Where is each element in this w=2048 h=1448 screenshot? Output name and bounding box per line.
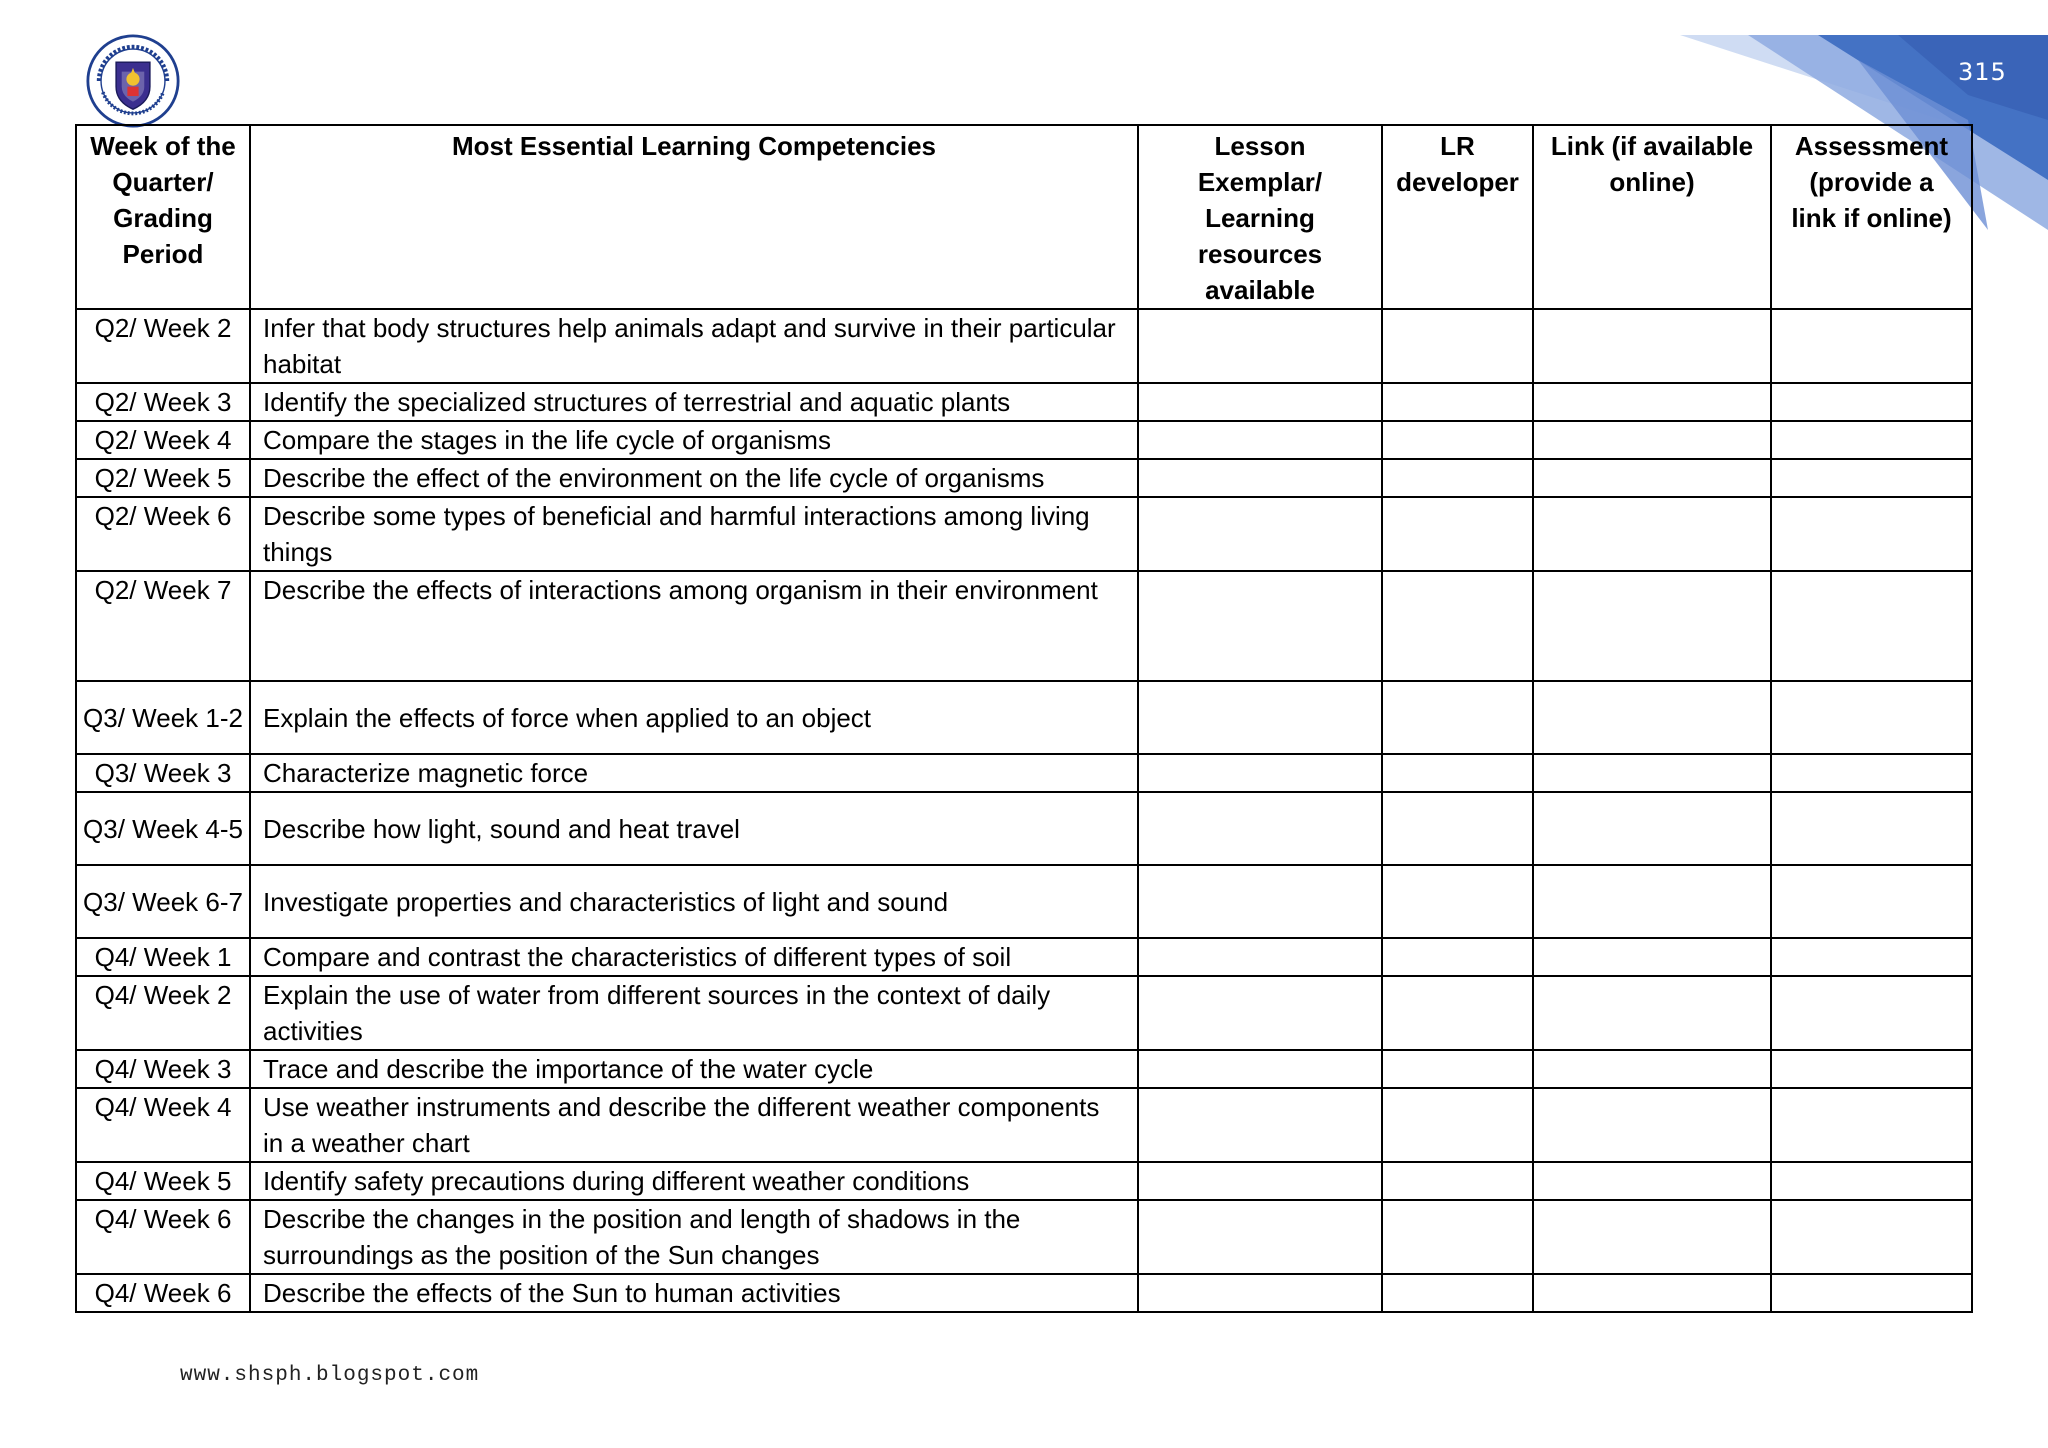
table-row: [76, 681, 1972, 754]
empty-cell: [1771, 497, 1972, 571]
empty-cell: [1771, 1050, 1972, 1088]
table-row: [76, 421, 1972, 459]
empty-cell: [1382, 1050, 1533, 1088]
header-week: Week of the Quarter/ Grading Period: [76, 125, 250, 309]
empty-cell: [1382, 309, 1533, 383]
competency-cell: Use weather instruments and describe the different weather components in a weather chart: [250, 1088, 1138, 1162]
empty-cell: [1771, 1162, 1972, 1200]
empty-cell: [1771, 1274, 1972, 1312]
empty-cell: [1533, 571, 1771, 681]
empty-cell: [1771, 754, 1972, 792]
header-assessment: Assessment (provide a link if online): [1771, 125, 1972, 309]
empty-cell: [1533, 383, 1771, 421]
week-cell: Q2/ Week 4: [76, 421, 250, 459]
empty-cell: [1382, 421, 1533, 459]
empty-cell: [1533, 421, 1771, 459]
empty-cell: [1771, 571, 1972, 681]
table-row: [76, 792, 1972, 865]
empty-cell: [1382, 571, 1533, 681]
competency-cell: Compare and contrast the characteristics of different types of soil: [250, 938, 1138, 976]
empty-cell: [1771, 938, 1972, 976]
empty-cell: [1382, 1200, 1533, 1274]
page-number: 315: [1958, 58, 2007, 86]
competency-cell: Explain the effects of force when applied to an object: [250, 681, 1138, 754]
table-row: [76, 571, 1972, 681]
empty-cell: [1138, 383, 1382, 421]
table-row: [76, 497, 1972, 571]
empty-cell: [1382, 938, 1533, 976]
empty-cell: [1382, 1162, 1533, 1200]
table-row: [76, 1050, 1972, 1088]
competency-cell: Infer that body structures help animals adapt and survive in their particular habitat: [250, 309, 1138, 383]
empty-cell: [1138, 976, 1382, 1050]
empty-cell: [1771, 383, 1972, 421]
empty-cell: [1533, 938, 1771, 976]
empty-cell: [1138, 792, 1382, 865]
empty-cell: [1138, 681, 1382, 754]
empty-cell: [1382, 976, 1533, 1050]
empty-cell: [1382, 1274, 1533, 1312]
empty-cell: [1533, 681, 1771, 754]
week-cell: Q4/ Week 5: [76, 1162, 250, 1200]
competency-cell: Compare the stages in the life cycle of organisms: [250, 421, 1138, 459]
table-row: [76, 459, 1972, 497]
header-lesson-exemplar: Lesson Exemplar/ Learning resources available: [1138, 125, 1382, 309]
melc-table: [75, 124, 1973, 1313]
table-row: [76, 1200, 1972, 1274]
empty-cell: [1771, 681, 1972, 754]
empty-cell: [1138, 865, 1382, 938]
table-row: [76, 309, 1972, 383]
table-row: [76, 1162, 1972, 1200]
empty-cell: [1382, 792, 1533, 865]
week-cell: Q2/ Week 6: [76, 497, 250, 571]
competency-cell: Explain the use of water from different sources in the context of daily activities: [250, 976, 1138, 1050]
competency-cell: Describe some types of beneficial and harmful interactions among living things: [250, 497, 1138, 571]
empty-cell: [1138, 1050, 1382, 1088]
empty-cell: [1138, 421, 1382, 459]
table-row: [76, 1274, 1972, 1312]
competency-cell: Investigate properties and characteristics of light and sound: [250, 865, 1138, 938]
empty-cell: [1138, 938, 1382, 976]
week-cell: Q4/ Week 4: [76, 1088, 250, 1162]
empty-cell: [1533, 1088, 1771, 1162]
empty-cell: [1138, 1162, 1382, 1200]
empty-cell: [1533, 865, 1771, 938]
empty-cell: [1771, 1200, 1972, 1274]
empty-cell: [1533, 497, 1771, 571]
empty-cell: [1771, 421, 1972, 459]
table-row: [76, 754, 1972, 792]
competency-cell: Describe the changes in the position and length of shadows in the surroundings as the position of the Sun changes: [250, 1200, 1138, 1274]
week-cell: Q2/ Week 3: [76, 383, 250, 421]
week-cell: Q2/ Week 2: [76, 309, 250, 383]
empty-cell: [1771, 865, 1972, 938]
table-row: [76, 383, 1972, 421]
table-row: [76, 865, 1972, 938]
table-row: [76, 1088, 1972, 1162]
empty-cell: [1138, 497, 1382, 571]
empty-cell: [1382, 459, 1533, 497]
table-header-row: [76, 125, 1972, 309]
empty-cell: [1533, 1274, 1771, 1312]
empty-cell: [1138, 1200, 1382, 1274]
footer-url: www.shsph.blogspot.com: [180, 1364, 480, 1387]
empty-cell: [1533, 976, 1771, 1050]
empty-cell: [1138, 1088, 1382, 1162]
empty-cell: [1382, 1088, 1533, 1162]
empty-cell: [1138, 571, 1382, 681]
empty-cell: [1533, 459, 1771, 497]
week-cell: Q3/ Week 4-5: [76, 792, 250, 865]
empty-cell: [1138, 309, 1382, 383]
header-competencies: Most Essential Learning Competencies: [250, 125, 1138, 309]
week-cell: Q4/ Week 6: [76, 1200, 250, 1274]
table-row: [76, 976, 1972, 1050]
empty-cell: [1533, 754, 1771, 792]
competency-cell: Describe the effect of the environment on the life cycle of organisms: [250, 459, 1138, 497]
week-cell: Q3/ Week 1-2: [76, 681, 250, 754]
empty-cell: [1771, 792, 1972, 865]
competency-cell: Describe how light, sound and heat travel: [250, 792, 1138, 865]
deped-seal-icon: [86, 34, 180, 128]
week-cell: Q2/ Week 5: [76, 459, 250, 497]
competency-cell: Characterize magnetic force: [250, 754, 1138, 792]
competency-cell: Describe the effects of interactions among organism in their environment: [250, 571, 1138, 681]
week-cell: Q4/ Week 1: [76, 938, 250, 976]
empty-cell: [1138, 754, 1382, 792]
header-lr-developer: LR developer: [1382, 125, 1533, 309]
week-cell: Q3/ Week 6-7: [76, 865, 250, 938]
empty-cell: [1771, 1088, 1972, 1162]
empty-cell: [1138, 1274, 1382, 1312]
week-cell: Q4/ Week 3: [76, 1050, 250, 1088]
week-cell: Q4/ Week 2: [76, 976, 250, 1050]
empty-cell: [1533, 1050, 1771, 1088]
empty-cell: [1533, 792, 1771, 865]
empty-cell: [1382, 865, 1533, 938]
empty-cell: [1771, 309, 1972, 383]
empty-cell: [1771, 976, 1972, 1050]
competency-cell: Identify safety precautions during different weather conditions: [250, 1162, 1138, 1200]
empty-cell: [1382, 497, 1533, 571]
empty-cell: [1533, 1162, 1771, 1200]
competency-cell: Trace and describe the importance of the water cycle: [250, 1050, 1138, 1088]
competency-cell: Describe the effects of the Sun to human activities: [250, 1274, 1138, 1312]
empty-cell: [1382, 754, 1533, 792]
empty-cell: [1533, 1200, 1771, 1274]
week-cell: Q2/ Week 7: [76, 571, 250, 681]
week-cell: Q4/ Week 6: [76, 1274, 250, 1312]
empty-cell: [1533, 309, 1771, 383]
empty-cell: [1771, 459, 1972, 497]
header-link: Link (if available online): [1533, 125, 1771, 309]
table-row: [76, 938, 1972, 976]
empty-cell: [1382, 383, 1533, 421]
competency-cell: Identify the specialized structures of terrestrial and aquatic plants: [250, 383, 1138, 421]
empty-cell: [1138, 459, 1382, 497]
empty-cell: [1382, 681, 1533, 754]
week-cell: Q3/ Week 3: [76, 754, 250, 792]
